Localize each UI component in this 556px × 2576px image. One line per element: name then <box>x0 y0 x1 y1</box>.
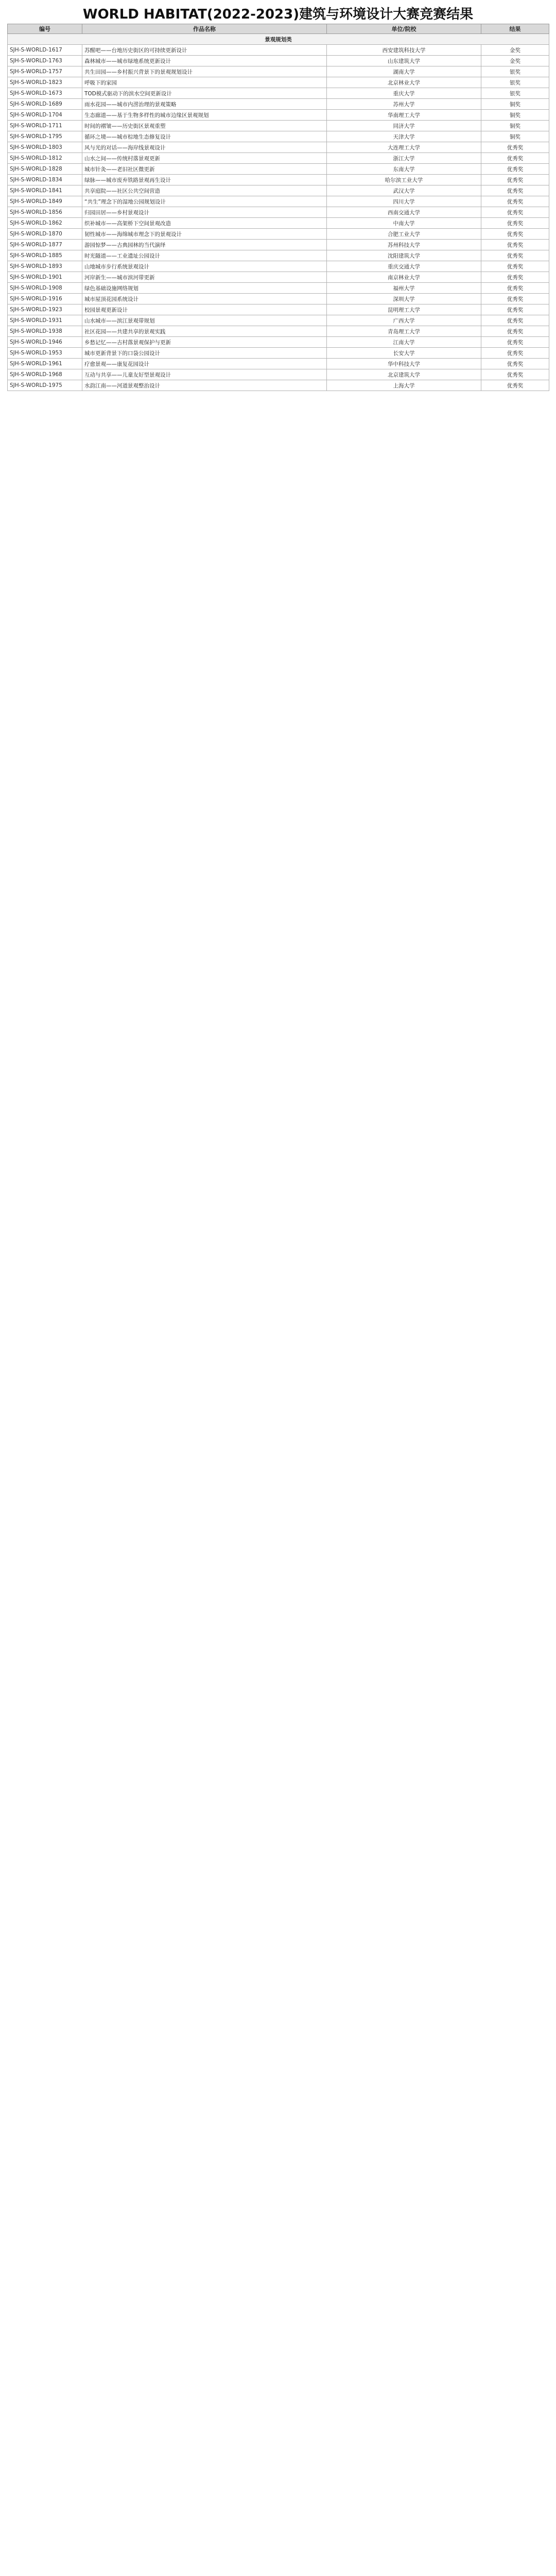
cell-result: 优秀奖 <box>481 348 549 359</box>
table-row <box>8 196 549 207</box>
cell-id: SJH-S-WORLD-1946 <box>8 337 82 348</box>
results-table <box>7 24 549 391</box>
cell-result: 铜奖 <box>481 121 549 131</box>
cell-work-title: 绿色基础设施网络规划 <box>82 283 327 294</box>
cell-result: 优秀奖 <box>481 218 549 229</box>
table-row <box>8 218 549 229</box>
cell-id: SJH-S-WORLD-1877 <box>8 240 82 250</box>
cell-institution: 大连理工大学 <box>327 142 481 153</box>
cell-work-title: 疗愈景观——康复花园设计 <box>82 359 327 369</box>
cell-work-title: 校园景观更新设计 <box>82 304 327 315</box>
cell-work-title: 山水之间——传统村落景观更新 <box>82 153 327 164</box>
table-row <box>8 99 549 110</box>
cell-id: SJH-S-WORLD-1803 <box>8 142 82 153</box>
cell-id: SJH-S-WORLD-1673 <box>8 88 82 99</box>
cell-result: 优秀奖 <box>481 315 549 326</box>
table-row <box>8 185 549 196</box>
cell-institution: 江南大学 <box>327 337 481 348</box>
table-row <box>8 45 549 56</box>
cell-institution: 深圳大学 <box>327 294 481 304</box>
cell-institution: 重庆大学 <box>327 88 481 99</box>
cell-result: 银奖 <box>481 88 549 99</box>
cell-result: 银奖 <box>481 77 549 88</box>
cell-result: 优秀奖 <box>481 153 549 164</box>
table-row <box>8 142 549 153</box>
cell-institution: 北京建筑大学 <box>327 369 481 380</box>
cell-result: 优秀奖 <box>481 250 549 261</box>
cell-result: 优秀奖 <box>481 164 549 175</box>
cell-work-title: 社区花园——共建共享的景观实践 <box>82 326 327 337</box>
table-row <box>8 56 549 66</box>
cell-result: 优秀奖 <box>481 272 549 283</box>
header-work-title: 作品名称 <box>82 24 327 34</box>
cell-work-title: 互动与共享——儿童友好型景观设计 <box>82 369 327 380</box>
document-title: WORLD HABITAT(2022-2023)建筑与环境设计大赛竞赛结果 <box>82 7 474 22</box>
cell-result: 优秀奖 <box>481 359 549 369</box>
cell-institution: 天津大学 <box>327 131 481 142</box>
cell-work-title: 织补城市——高架桥下空间景观改造 <box>82 218 327 229</box>
cell-work-title: 城市屋顶花园系统设计 <box>82 294 327 304</box>
cell-institution: 北京林业大学 <box>327 77 481 88</box>
table-row <box>8 326 549 337</box>
cell-result: 优秀奖 <box>481 294 549 304</box>
cell-id: SJH-S-WORLD-1908 <box>8 283 82 294</box>
header-id: 编号 <box>8 24 82 34</box>
cell-id: SJH-S-WORLD-1828 <box>8 164 82 175</box>
table-row <box>8 229 549 240</box>
cell-id: SJH-S-WORLD-1923 <box>8 304 82 315</box>
cell-result: 优秀奖 <box>481 229 549 240</box>
table-row <box>8 88 549 99</box>
cell-id: SJH-S-WORLD-1841 <box>8 185 82 196</box>
cell-id: SJH-S-WORLD-1763 <box>8 56 82 66</box>
table-row <box>8 283 549 294</box>
cell-work-title: 共生田园——乡村振兴背景下的景观规划设计 <box>82 66 327 77</box>
cell-institution: 华中科技大学 <box>327 359 481 369</box>
cell-institution: 福州大学 <box>327 283 481 294</box>
cell-id: SJH-S-WORLD-1938 <box>8 326 82 337</box>
cell-institution: 广西大学 <box>327 315 481 326</box>
table-row <box>8 348 549 359</box>
cell-id: SJH-S-WORLD-1916 <box>8 294 82 304</box>
cell-institution: 长安大学 <box>327 348 481 359</box>
cell-work-title: 雨水花园——城市内涝治理的景观策略 <box>82 99 327 110</box>
cell-work-title: 河岸新生——城市滨河带更新 <box>82 272 327 283</box>
cell-result: 金奖 <box>481 56 549 66</box>
header-institution: 单位/院校 <box>327 24 481 34</box>
cell-result: 铜奖 <box>481 110 549 121</box>
table-row <box>8 294 549 304</box>
cell-institution: 浙江大学 <box>327 153 481 164</box>
table-row <box>8 250 549 261</box>
table-row <box>8 380 549 391</box>
cell-work-title: 时间的褶皱——历史街区景观重塑 <box>82 121 327 131</box>
cell-work-title: 呼吸下的家园 <box>82 77 327 88</box>
table-row <box>8 110 549 121</box>
cell-id: SJH-S-WORLD-1893 <box>8 261 82 272</box>
cell-id: SJH-S-WORLD-1849 <box>8 196 82 207</box>
cell-id: SJH-S-WORLD-1823 <box>8 77 82 88</box>
cell-result: 优秀奖 <box>481 261 549 272</box>
cell-institution: 昆明理工大学 <box>327 304 481 315</box>
cell-work-title: “共生”理念下的湿地公园规划设计 <box>82 196 327 207</box>
cell-institution: 华南理工大学 <box>327 110 481 121</box>
cell-work-title: 山地城市步行系统景观设计 <box>82 261 327 272</box>
table-header-row <box>8 24 549 34</box>
table-row <box>8 369 549 380</box>
cell-work-title: 苏醒吧——台地历史街区的可持续更新设计 <box>82 45 327 56</box>
cell-result: 优秀奖 <box>481 326 549 337</box>
cell-work-title: 韧性城市——海绵城市理念下的景观设计 <box>82 229 327 240</box>
cell-result: 优秀奖 <box>481 142 549 153</box>
cell-result: 优秀奖 <box>481 175 549 185</box>
cell-id: SJH-S-WORLD-1961 <box>8 359 82 369</box>
cell-work-title: 游园惊梦——古典园林的当代演绎 <box>82 240 327 250</box>
cell-institution: 同济大学 <box>327 121 481 131</box>
cell-institution: 西安建筑科技大学 <box>327 45 481 56</box>
section-title: 景观规划类 <box>8 34 549 45</box>
table-row <box>8 131 549 142</box>
cell-result: 金奖 <box>481 45 549 56</box>
cell-result: 银奖 <box>481 66 549 77</box>
table-row <box>8 315 549 326</box>
cell-institution: 湖南大学 <box>327 66 481 77</box>
cell-work-title: 城市针灸——老旧社区微更新 <box>82 164 327 175</box>
cell-work-title: 循环之境——城市棕地生态修复设计 <box>82 131 327 142</box>
table-row <box>8 77 549 88</box>
cell-id: SJH-S-WORLD-1885 <box>8 250 82 261</box>
cell-institution: 东南大学 <box>327 164 481 175</box>
cell-work-title: 绿脉——城市废弃铁路景观再生设计 <box>82 175 327 185</box>
cell-institution: 山东建筑大学 <box>327 56 481 66</box>
cell-work-title: 山水城市——滨江景观带规划 <box>82 315 327 326</box>
cell-id: SJH-S-WORLD-1689 <box>8 99 82 110</box>
cell-result: 优秀奖 <box>481 185 549 196</box>
table-row <box>8 272 549 283</box>
cell-work-title: 水韵江南——河道景观整治设计 <box>82 380 327 391</box>
table-row <box>8 207 549 218</box>
cell-result: 优秀奖 <box>481 304 549 315</box>
cell-id: SJH-S-WORLD-1711 <box>8 121 82 131</box>
cell-result: 优秀奖 <box>481 369 549 380</box>
cell-institution: 上海大学 <box>327 380 481 391</box>
cell-work-title: 森林城市——城市绿地系统更新设计 <box>82 56 327 66</box>
table-row <box>8 121 549 131</box>
cell-institution: 重庆交通大学 <box>327 261 481 272</box>
cell-work-title: 时光隧道——工业遗址公园设计 <box>82 250 327 261</box>
cell-result: 铜奖 <box>481 131 549 142</box>
cell-institution: 青岛理工大学 <box>327 326 481 337</box>
cell-institution: 中南大学 <box>327 218 481 229</box>
cell-id: SJH-S-WORLD-1812 <box>8 153 82 164</box>
cell-id: SJH-S-WORLD-1757 <box>8 66 82 77</box>
cell-institution: 苏州科技大学 <box>327 240 481 250</box>
cell-institution: 苏州大学 <box>327 99 481 110</box>
cell-result: 优秀奖 <box>481 283 549 294</box>
cell-result: 优秀奖 <box>481 207 549 218</box>
cell-id: SJH-S-WORLD-1795 <box>8 131 82 142</box>
table-row <box>8 240 549 250</box>
cell-id: SJH-S-WORLD-1704 <box>8 110 82 121</box>
cell-result: 优秀奖 <box>481 380 549 391</box>
cell-institution: 合肥工业大学 <box>327 229 481 240</box>
table-row <box>8 337 549 348</box>
cell-result: 优秀奖 <box>481 196 549 207</box>
cell-result: 优秀奖 <box>481 240 549 250</box>
cell-id: SJH-S-WORLD-1856 <box>8 207 82 218</box>
cell-work-title: 共享庭院——社区公共空间营造 <box>82 185 327 196</box>
cell-id: SJH-S-WORLD-1617 <box>8 45 82 56</box>
table-row <box>8 304 549 315</box>
cell-result: 优秀奖 <box>481 337 549 348</box>
table-row <box>8 164 549 175</box>
cell-id: SJH-S-WORLD-1975 <box>8 380 82 391</box>
header-result: 结果 <box>481 24 549 34</box>
cell-institution: 南京林业大学 <box>327 272 481 283</box>
cell-work-title: 风与光的对话——海岸线景观设计 <box>82 142 327 153</box>
cell-work-title: TOD模式驱动下的滨水空间更新设计 <box>82 88 327 99</box>
cell-id: SJH-S-WORLD-1968 <box>8 369 82 380</box>
cell-id: SJH-S-WORLD-1834 <box>8 175 82 185</box>
cell-institution: 四川大学 <box>327 196 481 207</box>
cell-institution: 哈尔滨工业大学 <box>327 175 481 185</box>
table-body <box>8 34 549 391</box>
cell-work-title: 归园田居——乡村景观设计 <box>82 207 327 218</box>
cell-id: SJH-S-WORLD-1953 <box>8 348 82 359</box>
cell-work-title: 城市更新背景下的口袋公园设计 <box>82 348 327 359</box>
cell-institution: 武汉大学 <box>327 185 481 196</box>
cell-id: SJH-S-WORLD-1931 <box>8 315 82 326</box>
cell-institution: 沈阳建筑大学 <box>327 250 481 261</box>
table-row <box>8 175 549 185</box>
cell-id: SJH-S-WORLD-1870 <box>8 229 82 240</box>
cell-work-title: 乡愁记忆——古村落景观保护与更新 <box>82 337 327 348</box>
cell-institution: 西南交通大学 <box>327 207 481 218</box>
cell-id: SJH-S-WORLD-1901 <box>8 272 82 283</box>
cell-work-title: 生态廊道——基于生物多样性的城市边缘区景观规划 <box>82 110 327 121</box>
table-row <box>8 66 549 77</box>
table-row <box>8 153 549 164</box>
table-row <box>8 261 549 272</box>
table-row <box>8 359 549 369</box>
section-header-row <box>8 34 549 45</box>
cell-id: SJH-S-WORLD-1862 <box>8 218 82 229</box>
cell-result: 铜奖 <box>481 99 549 110</box>
